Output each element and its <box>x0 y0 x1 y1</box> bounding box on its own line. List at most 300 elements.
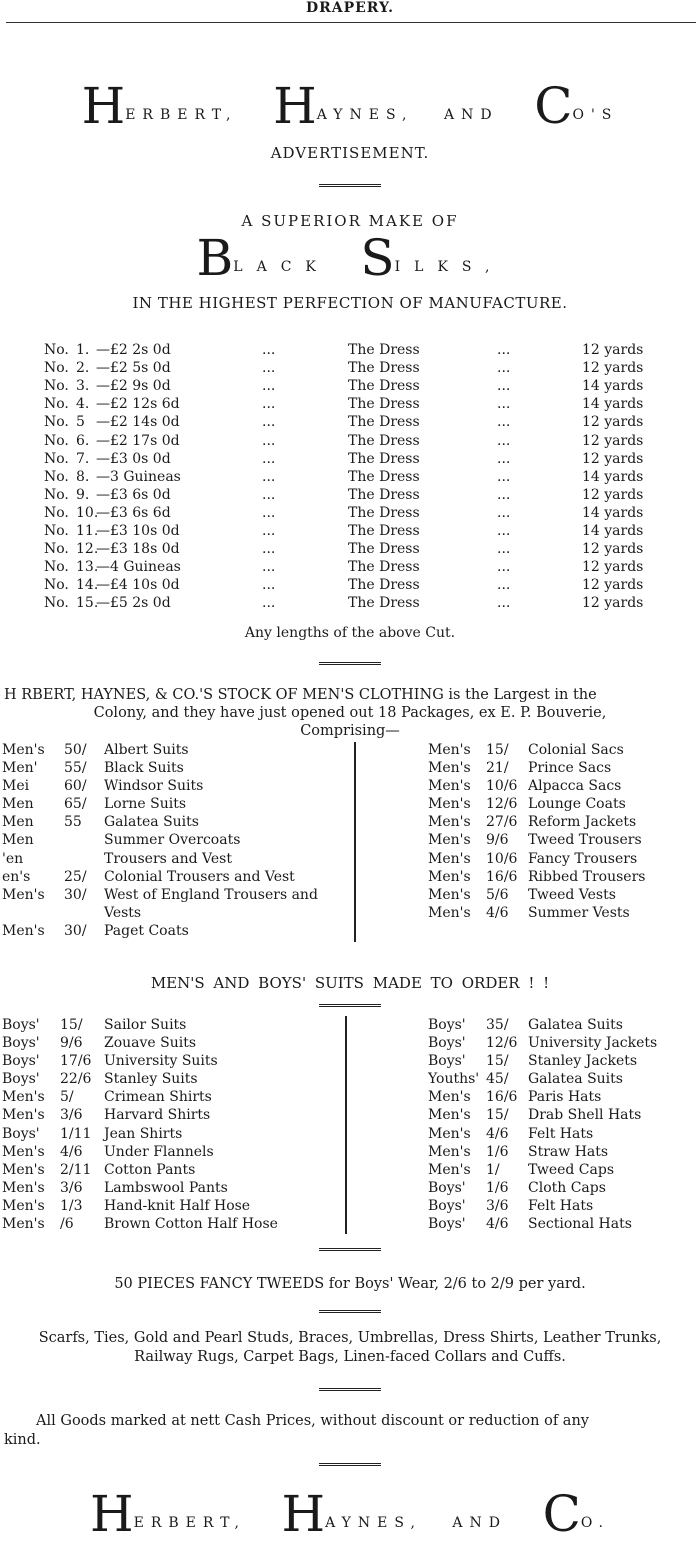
company-signature <box>0 1485 700 1543</box>
price-list-item <box>2 1162 342 1180</box>
silk-description: The Dress <box>348 432 420 449</box>
price-list-item <box>428 814 698 832</box>
clothing-intro-1: H RBERT, HAYNES, & CO.'S STOCK OF MEN'S CLOTHING is the Largest in the <box>4 687 597 703</box>
silk-description: The Dress <box>348 504 420 521</box>
silk-description: The Dress <box>348 541 420 558</box>
order-divider <box>345 1016 347 1234</box>
price-list-item <box>2 887 352 905</box>
silk-length: 14 yards <box>582 378 644 395</box>
item-name: Crimean Shirts <box>104 1089 212 1106</box>
customer-type: Men's <box>2 1143 45 1160</box>
price-list-item <box>2 760 352 778</box>
title-word-herbert: ERBERT, <box>125 107 238 123</box>
silk-length: 12 yards <box>582 559 644 576</box>
price-list-item <box>428 760 698 778</box>
customer-type: Men <box>2 814 34 831</box>
company-title <box>0 77 700 135</box>
silk-no-label: No. <box>44 559 69 576</box>
silk-description: The Dress <box>348 450 420 467</box>
customer-type: Men <box>2 796 34 813</box>
signature-word-haynes: AYNES, <box>325 1515 422 1531</box>
silk-length: 12 yards <box>582 595 644 612</box>
price-list-item <box>428 1216 698 1234</box>
item-price: 30/ <box>64 886 87 903</box>
customer-type: Men's <box>428 850 471 867</box>
price-list-item <box>2 1071 342 1089</box>
customer-type: Men's <box>2 1161 45 1178</box>
silk-number: 3. <box>76 378 90 395</box>
silk-length: 14 yards <box>582 504 644 521</box>
item-price: 9/6 <box>60 1035 83 1052</box>
customer-type: Boys' <box>428 1017 466 1033</box>
item-name: Tweed Vests <box>528 886 616 903</box>
silk-leader-dots: ... <box>497 360 511 377</box>
silk-price: —£2 14s 0d <box>96 414 180 431</box>
price-list-item <box>2 905 352 923</box>
item-price: 1/11 <box>60 1125 92 1142</box>
price-list-item <box>2 1216 342 1234</box>
customer-type: Men's <box>428 1143 471 1160</box>
item-name: Zouave Suits <box>104 1035 197 1052</box>
signature-initial-h1: H <box>89 1485 134 1543</box>
silk-price: —£2 17s 0d <box>96 432 180 449</box>
price-list-item <box>428 905 698 923</box>
item-name: Galatea Suits <box>528 1017 623 1033</box>
price-list-item <box>2 814 352 832</box>
item-name: Galatea Suits <box>528 1071 623 1088</box>
silk-item <box>0 577 700 595</box>
price-list-item <box>2 1144 342 1162</box>
customer-type: Boys' <box>2 1125 40 1142</box>
customer-type: Boys' <box>2 1035 40 1052</box>
customer-type: Men's <box>428 778 471 795</box>
item-name: Hand-knit Half Hose <box>104 1197 251 1214</box>
silk-price: —£2 9s 0d <box>96 378 171 395</box>
silk-description: The Dress <box>348 577 420 594</box>
item-name: University Suits <box>104 1053 218 1070</box>
item-price: 2/11 <box>60 1161 92 1178</box>
item-price: 4/6 <box>60 1143 83 1160</box>
item-price: 60/ <box>64 778 87 795</box>
silk-footer: Any lengths of the above Cut. <box>244 625 456 641</box>
customer-type: Boys' <box>2 1017 40 1033</box>
rule-5 <box>0 1310 700 1313</box>
header-rule <box>6 22 696 23</box>
customer-type: Men's <box>2 922 45 939</box>
item-name: Alpacca Sacs <box>528 778 622 795</box>
title-initial-h1: H <box>81 77 126 135</box>
silk-leader-dots: ... <box>262 396 276 413</box>
price-list-item <box>428 1144 698 1162</box>
silk-number: 10. <box>76 504 99 521</box>
customer-type: Men's <box>428 1089 471 1106</box>
accessories-line-2: Railway Rugs, Carpet Bags, Linen-faced Collars and Cuffs. <box>134 1349 566 1365</box>
price-list-item <box>428 1035 698 1053</box>
silk-price: —4 Guineas <box>96 559 181 576</box>
silk-item <box>0 541 700 559</box>
item-name: Lorne Suits <box>104 796 187 813</box>
price-list-item <box>2 1089 342 1107</box>
item-price: 50/ <box>64 742 87 758</box>
price-list-item <box>428 832 698 850</box>
silk-no-label: No. <box>44 486 69 503</box>
silk-leader-dots: ... <box>497 523 511 539</box>
silk-leader-dots: ... <box>497 504 511 521</box>
price-list-item <box>428 742 698 760</box>
customer-type: Boys' <box>428 1197 466 1214</box>
silk-number: 12. <box>76 541 99 558</box>
item-price: 25/ <box>64 868 87 885</box>
item-price: 16/6 <box>486 1089 518 1106</box>
silk-number: 7. <box>76 450 90 467</box>
silk-leader-dots: ... <box>262 360 276 377</box>
item-price: 55/ <box>64 760 87 777</box>
price-list-item <box>2 778 352 796</box>
item-price: 9/6 <box>486 832 509 849</box>
item-price: 5/ <box>60 1089 74 1106</box>
item-name: Harvard Shirts <box>104 1107 211 1124</box>
item-price: 1/6 <box>486 1179 509 1196</box>
silk-item <box>0 559 700 577</box>
black-silks-title <box>0 229 700 287</box>
item-name: Galatea Suits <box>104 814 199 831</box>
silk-no-label: No. <box>44 342 69 358</box>
customer-type: Men's <box>428 814 471 831</box>
silk-leader-dots: ... <box>497 541 511 558</box>
customer-type: 'en <box>2 850 24 867</box>
silk-length: 12 yards <box>582 541 644 558</box>
silk-number: 5 <box>76 414 85 431</box>
silk-length: 12 yards <box>582 342 644 358</box>
section-header: DRAPERY. <box>305 0 395 16</box>
item-price: 15/ <box>486 1107 509 1124</box>
silk-leader-dots: ... <box>497 342 511 358</box>
silk-number: 1. <box>76 342 90 358</box>
silk-length: 12 yards <box>582 360 644 377</box>
silk-length: 14 yards <box>582 468 644 485</box>
customer-type: Mei <box>2 778 30 795</box>
customer-type: Boys' <box>428 1179 466 1196</box>
price-list-item <box>428 778 698 796</box>
price-list-item <box>2 1035 342 1053</box>
silk-no-label: No. <box>44 577 69 594</box>
customer-type: Boys' <box>2 1071 40 1088</box>
silk-price: —3 Guineas <box>96 468 181 485</box>
price-list-item <box>2 1017 342 1035</box>
silk-leader-dots: ... <box>497 432 511 449</box>
item-name: Black Suits <box>104 760 184 777</box>
rule-3 <box>0 1004 700 1007</box>
silk-description: The Dress <box>348 523 420 539</box>
silk-length: 14 yards <box>582 523 644 539</box>
price-list-item <box>428 1162 698 1180</box>
item-name: Sailor Suits <box>104 1017 187 1033</box>
silk-leader-dots: ... <box>262 378 276 395</box>
silk-item <box>0 487 700 505</box>
item-price: 15/ <box>486 1053 509 1070</box>
silk-price: —£4 10s 0d <box>96 577 180 594</box>
item-price: 1/6 <box>486 1143 509 1160</box>
silk-item <box>0 414 700 432</box>
item-name: Jean Shirts <box>104 1125 183 1142</box>
item-name: Straw Hats <box>528 1143 609 1160</box>
clothing-right-column <box>428 742 698 923</box>
item-price: /6 <box>60 1216 74 1233</box>
silk-no-label: No. <box>44 378 69 395</box>
silk-price: —£3 6s 0d <box>96 486 171 503</box>
item-price: 30/ <box>64 922 87 939</box>
silk-leader-dots: ... <box>262 414 276 431</box>
silk-price: —£3 18s 0d <box>96 541 180 558</box>
silk-item <box>0 396 700 414</box>
item-name: Lambswool Pants <box>104 1179 228 1196</box>
item-name: Felt Hats <box>528 1197 594 1214</box>
item-price: 27/6 <box>486 814 518 831</box>
item-name: Summer Vests <box>528 904 630 921</box>
silk-description: The Dress <box>348 378 420 395</box>
tweeds-line: 50 PIECES FANCY TWEEDS for Boys' Wear, 2/6 to 2/9 per yard. <box>114 1276 586 1292</box>
clothing-intro-3: Comprising— <box>300 723 400 739</box>
customer-type: Men's <box>2 1197 45 1214</box>
price-list-item <box>428 1107 698 1125</box>
clothing-divider <box>354 742 356 942</box>
customer-type: Boys' <box>428 1216 466 1233</box>
customer-type: Men's <box>2 886 45 903</box>
item-name: Under Flannels <box>104 1143 214 1160</box>
item-name: Albert Suits <box>104 742 189 758</box>
price-list-item <box>2 796 352 814</box>
silk-leader-dots: ... <box>262 486 276 503</box>
silk-no-label: No. <box>44 595 69 612</box>
item-name: Paris Hats <box>528 1089 602 1106</box>
silk-length: 12 yards <box>582 577 644 594</box>
item-name: Stanley Suits <box>104 1071 198 1088</box>
title-word-and: AND <box>444 107 499 123</box>
silk-leader-dots: ... <box>262 342 276 358</box>
silk-item <box>0 433 700 451</box>
silks-word: ILKS, <box>394 259 504 275</box>
customer-type: Men's <box>2 742 45 758</box>
item-name: Ribbed Trousers <box>528 868 646 885</box>
item-price: 65/ <box>64 796 87 813</box>
item-price: 12/6 <box>486 796 518 813</box>
silk-leader-dots: ... <box>497 577 511 594</box>
item-name: Cloth Caps <box>528 1179 606 1196</box>
item-name: University Jackets <box>528 1035 658 1052</box>
item-name: Brown Cotton Half Hose <box>104 1216 278 1233</box>
silks-initial: S <box>360 229 395 287</box>
item-price: 21/ <box>486 760 509 777</box>
silk-leader-dots: ... <box>497 414 511 431</box>
item-price: 3/6 <box>486 1197 509 1214</box>
silk-no-label: No. <box>44 396 69 413</box>
signature-initial-c: C <box>542 1485 581 1543</box>
silk-item <box>0 595 700 613</box>
silk-number: 14. <box>76 577 99 594</box>
terms-line-2: kind. <box>4 1432 41 1448</box>
silk-description: The Dress <box>348 468 420 485</box>
customer-type: Men's <box>2 1216 45 1233</box>
item-price: 4/6 <box>486 1216 509 1233</box>
silk-price: —£2 5s 0d <box>96 360 171 377</box>
silk-description: The Dress <box>348 360 420 377</box>
silk-description: The Dress <box>348 595 420 612</box>
title-word-haynes: AYNES, <box>316 107 414 123</box>
price-list-item <box>428 1089 698 1107</box>
customer-type: Men's <box>428 1107 471 1124</box>
terms-line-1: All Goods marked at nett Cash Prices, without discount or reduction of any <box>36 1413 589 1429</box>
item-price: 22/6 <box>60 1071 92 1088</box>
silk-leader-dots: ... <box>497 450 511 467</box>
silk-item <box>0 505 700 523</box>
customer-type: Boys' <box>428 1035 466 1052</box>
item-name: Drab Shell Hats <box>528 1107 642 1124</box>
signature-word-and: AND <box>452 1515 508 1531</box>
title-initial-h2: H <box>273 77 317 135</box>
silk-number: 4. <box>76 396 90 413</box>
silk-price: —£3 10s 0d <box>96 523 180 539</box>
silk-no-label: No. <box>44 432 69 449</box>
silk-no-label: No. <box>44 468 69 485</box>
silk-leader-dots: ... <box>262 595 276 612</box>
customer-type: Boys' <box>428 1053 466 1070</box>
item-name: Cotton Pants <box>104 1161 196 1178</box>
item-price: 55 <box>64 814 82 831</box>
item-price: 45/ <box>486 1071 509 1088</box>
black-word: LACK <box>233 259 330 275</box>
rule-4 <box>0 1248 700 1251</box>
price-list-item <box>2 742 352 760</box>
silk-number: 2. <box>76 360 90 377</box>
silk-leader-dots: ... <box>262 504 276 521</box>
item-name: West of England Trousers and <box>104 886 318 903</box>
silk-leader-dots: ... <box>497 378 511 395</box>
signature-initial-h2: H <box>281 1485 326 1543</box>
customer-type: Men's <box>428 1161 471 1178</box>
item-name: Prince Sacs <box>528 760 612 777</box>
rule-6 <box>0 1388 700 1391</box>
silk-leader-dots: ... <box>497 468 511 485</box>
silk-description: The Dress <box>348 396 420 413</box>
silk-leader-dots: ... <box>262 577 276 594</box>
price-list-item <box>428 869 698 887</box>
item-name: Sectional Hats <box>528 1216 632 1233</box>
price-list-item <box>2 1107 342 1125</box>
customer-type: Boys' <box>2 1053 40 1070</box>
clothing-left-column <box>2 742 352 941</box>
silk-price: —£2 12s 6d <box>96 396 180 413</box>
item-name: Vests <box>104 904 142 921</box>
silk-leader-dots: ... <box>497 486 511 503</box>
silk-number: 8. <box>76 468 90 485</box>
clothing-intro-2: Colony, and they have just opened out 18 Packages, ex E. P. Bouverie, <box>93 705 607 721</box>
item-price: 35/ <box>486 1017 509 1033</box>
price-list-item <box>428 851 698 869</box>
customer-type: Men's <box>428 742 471 758</box>
item-name: Tweed Caps <box>528 1161 615 1178</box>
item-name: Trousers and Vest <box>104 850 232 867</box>
silk-description: The Dress <box>348 342 420 358</box>
price-list-item <box>428 887 698 905</box>
silk-item <box>0 360 700 378</box>
customer-type: Men's <box>2 1107 45 1124</box>
silk-length: 12 yards <box>582 450 644 467</box>
silk-leader-dots: ... <box>262 468 276 485</box>
silk-number: 11. <box>76 523 99 539</box>
item-name: Reform Jackets <box>528 814 637 831</box>
customer-type: Men's <box>2 1089 45 1106</box>
price-list-item <box>2 923 352 941</box>
price-list-item <box>428 1053 698 1071</box>
silk-length: 14 yards <box>582 396 644 413</box>
customer-type: Men' <box>2 760 38 777</box>
silk-price: —£5 2s 0d <box>96 595 171 612</box>
silk-number: 13. <box>76 559 99 576</box>
item-name: Summer Overcoats <box>104 832 241 849</box>
silk-description: The Dress <box>348 414 420 431</box>
price-list-item <box>428 1198 698 1216</box>
price-list-item <box>2 1126 342 1144</box>
price-list-item <box>2 869 352 887</box>
price-list-item <box>2 1198 342 1216</box>
silk-no-label: No. <box>44 360 69 377</box>
silk-length: 12 yards <box>582 486 644 503</box>
item-price: 10/6 <box>486 778 518 795</box>
silk-leader-dots: ... <box>262 432 276 449</box>
silk-no-label: No. <box>44 523 69 539</box>
item-name: Colonial Sacs <box>528 742 624 758</box>
silk-leader-dots: ... <box>262 523 276 539</box>
item-price: 1/3 <box>60 1197 83 1214</box>
item-price: 1/ <box>486 1161 500 1178</box>
rule-2 <box>0 662 700 665</box>
price-list-item <box>428 1017 698 1035</box>
silk-price: —£2 2s 0d <box>96 342 171 358</box>
superior-make-label: A SUPERIOR MAKE OF <box>241 212 459 230</box>
item-name: Felt Hats <box>528 1125 594 1142</box>
order-left-column <box>2 1017 342 1234</box>
price-list-item <box>2 1053 342 1071</box>
silk-no-label: No. <box>44 541 69 558</box>
silk-length: 12 yards <box>582 432 644 449</box>
item-name: Paget Coats <box>104 922 189 939</box>
item-price: 15/ <box>486 742 509 758</box>
price-list-item <box>2 832 352 850</box>
customer-type: Youths' <box>428 1071 480 1088</box>
silk-number: 9. <box>76 486 90 503</box>
item-price: 12/6 <box>486 1035 518 1052</box>
customer-type: Men's <box>428 868 471 885</box>
black-initial: B <box>196 229 234 287</box>
customer-type: Men's <box>428 796 471 813</box>
customer-type: Men's <box>2 1179 45 1196</box>
customer-type: en's <box>2 868 31 885</box>
item-name: Colonial Trousers and Vest <box>104 868 295 885</box>
item-price: 16/6 <box>486 868 518 885</box>
silk-number: 15. <box>76 595 99 612</box>
price-list-item <box>428 1126 698 1144</box>
price-list-item <box>2 1180 342 1198</box>
customer-type: Men's <box>428 904 471 921</box>
silk-length: 12 yards <box>582 414 644 431</box>
made-to-order-heading: MEN'S AND BOYS' SUITS MADE TO ORDER ! ! <box>150 974 550 992</box>
signature-word-co: O. <box>580 1515 610 1531</box>
silk-description: The Dress <box>348 486 420 503</box>
silk-item <box>0 451 700 469</box>
silk-item <box>0 469 700 487</box>
customer-type: Men's <box>428 832 471 849</box>
silk-no-label: No. <box>44 504 69 521</box>
